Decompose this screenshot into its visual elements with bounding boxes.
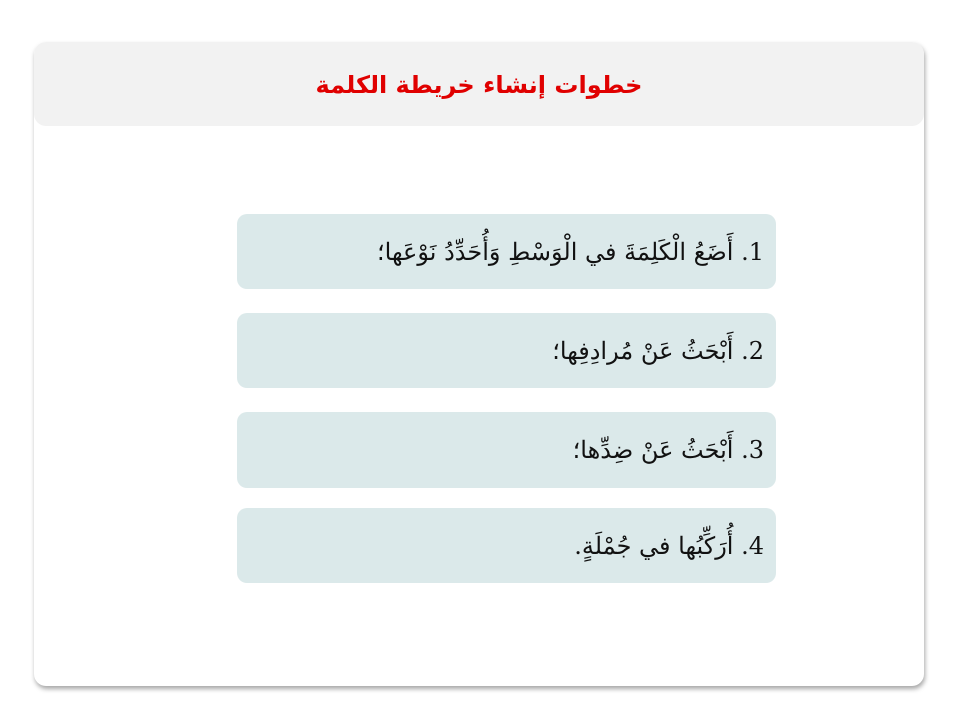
step-text: 3. أَبْحَثُ عَنْ ضِدِّها؛ xyxy=(572,436,764,464)
step-text: 1. أَضَعُ الْكَلِمَةَ في الْوَسْطِ وَأُحَدِّدُ نَوْعَها؛ xyxy=(377,237,764,266)
step-box-3 xyxy=(237,412,776,488)
step-box-2 xyxy=(237,313,776,388)
slide-card xyxy=(34,42,924,686)
step-box-4 xyxy=(237,508,776,583)
step-box-1 xyxy=(237,214,776,289)
slide-header xyxy=(34,42,924,126)
slide-title: خطوات إنشاء خريطة الكلمة xyxy=(315,71,643,99)
steps-list xyxy=(237,214,776,607)
step-text: 2. أَبْحَثُ عَنْ مُرادِفِها؛ xyxy=(552,336,764,365)
step-text: 4. أُرَكِّبُها في جُمْلَةٍ. xyxy=(574,531,764,560)
